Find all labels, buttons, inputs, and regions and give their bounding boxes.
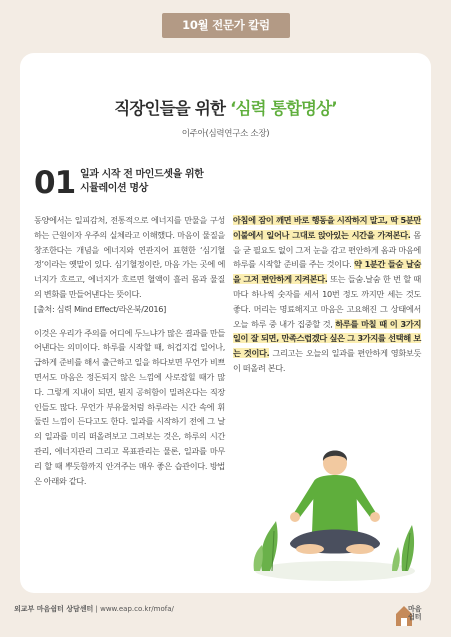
section-title bbox=[80, 168, 203, 196]
footer-divider: | bbox=[95, 605, 98, 613]
section-number: 01 bbox=[34, 165, 76, 201]
right-column bbox=[233, 213, 421, 376]
source-citation: [출처: 심력 Mind Effect/라온북/2016] bbox=[34, 303, 166, 314]
logo-line2: 쉼터 bbox=[408, 613, 422, 621]
highlight-text: 하루를 마칠 때 이 3가지 일이 잘 되면, 만족스럽겠다 싶은 그 3가지를 선택해 보는 것이다. bbox=[233, 318, 421, 359]
footer-org: 외교부 마음쉼터 상담센터 bbox=[14, 605, 94, 613]
body-text: 몸을 굳 필요도 없이 그저 눈을 감고 편안하게 옴과 마음에 하루를 시작할 준비를 주는 것이다. bbox=[233, 229, 421, 270]
title-accent: ‘심력 통합명상’ bbox=[230, 99, 337, 118]
highlight-text: 아침에 잠이 깨면 바로 행동을 시작하지 말고, 딱 5분만 이불에서 일어나 그대로 앉아있는 시간을 가져본다. bbox=[233, 215, 421, 240]
paragraph-text: 동양에서는 일피감처, 전통적으로 에너지를 만물을 구성하는 근원이자 우주의 실체라고 이해했다. 마음이 물질을 창조한다는 개념을 에너지와 연관지어 표현한 ‘심기혈정’이라는 옛말이 있다. 심기혈정이란, 마음 가는 곳에 에너지가 흐르고, 에너지가 흐르면 혈액이 흘러 몸과 물질의 변화를 만들어낸다는 뜻이다. bbox=[34, 215, 225, 299]
paragraph: 이것은 우리가 주의를 어디에 두느냐가 많은 결과를 만들어낸다는 의미이다. 하루를 시작할 때, 허겁지겁 일어나, 급하게 준비를 해서 출근하고 일을 하다보면 무언가 비쁘면서도 마음은 정돈되지 않은 느낌에 사로잡힐 때가 많다. 그렇게 지내이 되면, 뭔지 공허함이 밀려온다는 직장인들도 많다. 무언가 부유물처럼 하루라는 시간 속에 휘둘린 느낌이 든다고도 한다. 일과를 시작하기 전에 그 날의 일과를 미리 떠올려보고 그려보는 것은, 하루의 시간관리, 에너지관리 그리고 목표관리는 물론, 일과를 마무리 할 때 뿌듯함까지 안겨주는 매우 좋은 습관이다. 방법은 아래와 같다. bbox=[34, 327, 225, 486]
paragraph bbox=[34, 213, 225, 317]
article-title bbox=[20, 95, 431, 119]
highlight-text: 약 1분간 들숨 날숨을 그저 편안하게 지켜본다. bbox=[233, 259, 422, 285]
logo-line1: 마음 bbox=[408, 605, 422, 613]
article-card bbox=[20, 53, 431, 593]
body-text: 또는 들숨.날숨 한 번 할 때 마다 하나씩 숫자를 세서 10번 정도 까지만 세는 것도 좋다. 머리는 명료해지고 마음은 고요해진 그 상태에서 오늘 하루 중 내가 집중할 것, bbox=[233, 274, 421, 329]
section-title-line2: 시뮬레이션 명상 bbox=[80, 183, 148, 194]
meditation-illustration bbox=[250, 421, 420, 586]
left-column bbox=[34, 213, 225, 497]
title-main: 직장인들을 위한 bbox=[114, 99, 231, 118]
footer bbox=[14, 604, 174, 614]
footer-url[interactable]: www.eap.co.kr/mofa/ bbox=[100, 605, 174, 613]
body-text: 그리고는 오늘의 일과를 편안하게 영화보듯이 떠올려 본다. bbox=[233, 348, 421, 373]
logo-text bbox=[408, 605, 422, 621]
author-line: 이주아(심력연구소 소장) bbox=[181, 129, 270, 139]
section-title-line1: 일과 시작 전 마인드셋을 위한 bbox=[80, 169, 204, 180]
column-tab: 10월 전문가 칼럼 bbox=[162, 13, 290, 38]
